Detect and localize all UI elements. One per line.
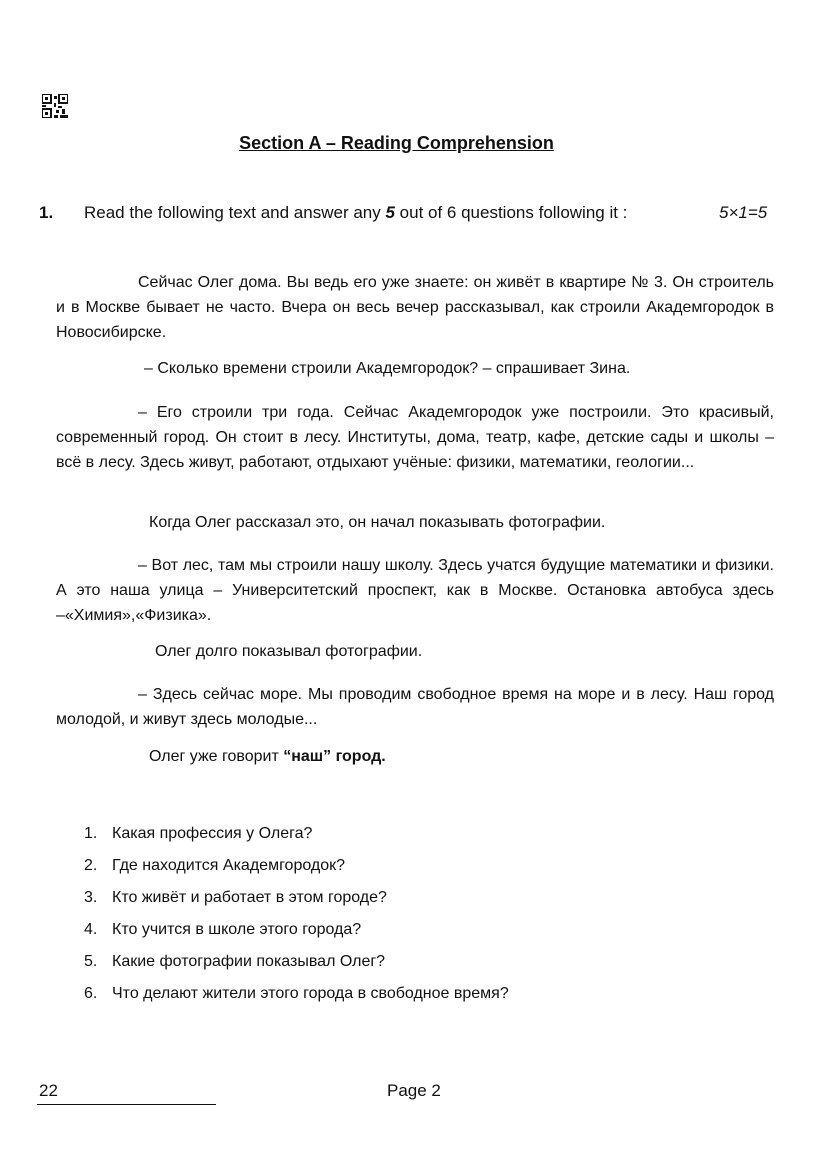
list-item: 5. Какие фотографии показывал Олег? bbox=[84, 953, 386, 970]
passage-paragraph-4: Когда Олег рассказал это, он начал показывать фотографии. bbox=[149, 514, 606, 531]
list-item: 3. Кто живёт и работает в этом городе? bbox=[84, 889, 387, 906]
question-number: 1. bbox=[39, 203, 54, 222]
page-number: Page 2 bbox=[387, 1081, 441, 1100]
list-item: 2. Где находится Академгородок? bbox=[84, 857, 346, 874]
question-list bbox=[84, 822, 509, 1014]
section-title: Section A – Reading Comprehension bbox=[239, 133, 554, 153]
passage-paragraph-6: Олег долго показывал фотографии. bbox=[155, 643, 423, 660]
question-marks: 5×1=5 bbox=[719, 203, 768, 222]
list-item: 6. Что делают жители этого города в свободное время? bbox=[84, 985, 509, 1002]
passage-paragraph-5: – Вот лес, там мы строили нашу школу. Здесь учатся будущие математики и физики. А это наша улица – Университетский проспект, как в Москве. Остановка автобуса здесь –«Химия»,«Физика». bbox=[56, 557, 774, 624]
footer-divider bbox=[37, 1104, 216, 1105]
passage-paragraph-1: Сейчас Олег дома. Вы ведь его уже знаете: он живёт в квартире № 3. Он строитель и в Москве бывает не часто. Вчера он весь вечер рассказывал, как строили Академгородок в Новосибирске. bbox=[56, 274, 774, 341]
question-instruction: Read the following text and answer any 5 out of 6 questions following it : bbox=[84, 203, 628, 222]
passage-emphasis: “наш” город. bbox=[283, 748, 386, 765]
passage-paragraph-3: – Его строили три года. Сейчас Академгородок уже построили. Это красивый, современный город. Он стоит в лесу. Институты, дома, театр, кафе, детские сады и школы – всё в лесу. Здесь живут, работают, отдыхают учёные: физики, математики, геологии... bbox=[56, 404, 774, 471]
list-item: 4. Кто учится в школе этого города? bbox=[84, 921, 362, 938]
passage-paragraph-8: Олег уже говорит “наш” город. bbox=[149, 748, 386, 765]
question-count: 5 bbox=[385, 203, 395, 222]
qr-code-icon bbox=[42, 94, 68, 118]
passage-paragraph-2: – Сколько времени строили Академгородок? – спрашивает Зина. bbox=[144, 360, 631, 377]
footer-code: 22 bbox=[39, 1081, 58, 1100]
passage-paragraph-7: – Здесь сейчас море. Мы проводим свободное время на море и в лесу. Наш город молодой, и живут здесь молодые... bbox=[56, 686, 774, 728]
list-item: 1. Какая профессия у Олега? bbox=[84, 825, 313, 842]
